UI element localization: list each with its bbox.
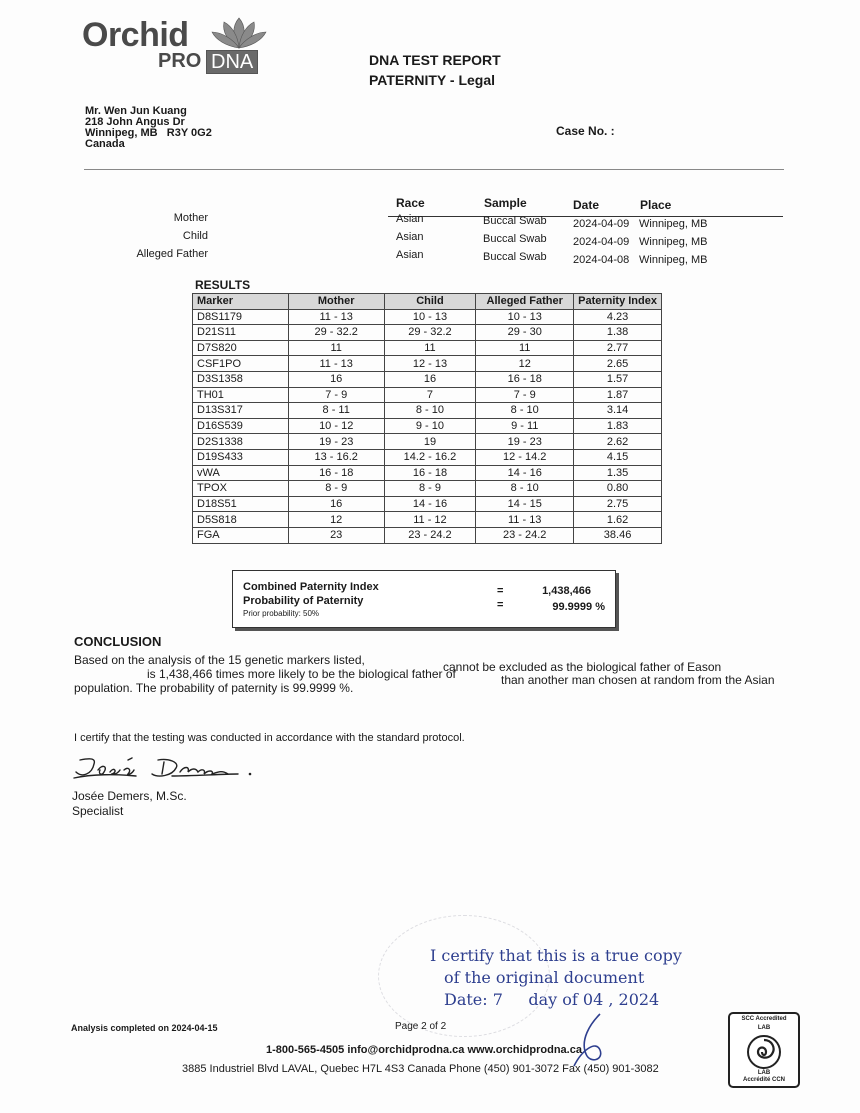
true-copy-stamp [430, 945, 682, 1011]
cell-marker: D7S820 [193, 340, 289, 356]
cell-mother: 23 [288, 527, 384, 543]
father-sample: Buccal Swab [483, 251, 547, 263]
footer-contact: 1-800-565-4505 info@orchidprodna.ca www.orchidprodna.ca [266, 1044, 582, 1056]
person-child: Child [182, 230, 208, 242]
header-divider [84, 169, 784, 170]
certification-statement: I certify that the testing was conducted in accordance with the standard protocol. [74, 732, 465, 744]
cell-paternity-index: 1.83 [574, 418, 662, 434]
cell-mother: 11 - 13 [288, 309, 384, 325]
person-mother: Mother [173, 212, 208, 224]
cell-alleged-father: 14 - 16 [476, 465, 574, 481]
cell-alleged-father: 7 - 9 [476, 387, 574, 403]
conclusion-title: CONCLUSION [74, 634, 162, 649]
table-row [193, 371, 662, 387]
handwritten-initials [560, 1010, 620, 1070]
table-row [193, 356, 662, 372]
report-title-main: DNA TEST REPORT [369, 52, 501, 68]
header-alleged-father: Alleged Father [476, 294, 574, 310]
cpi-equals: = [497, 585, 504, 597]
cell-child: 16 [384, 371, 476, 387]
cell-child: 11 [384, 340, 476, 356]
father-date: 2024-04-08 [573, 254, 630, 266]
cell-child: 16 - 18 [384, 465, 476, 481]
cell-mother: 10 - 12 [288, 418, 384, 434]
cell-paternity-index: 1.87 [574, 387, 662, 403]
cell-mother: 11 - 13 [288, 356, 384, 372]
father-place: Winnipeg, MB [639, 254, 708, 266]
cell-mother: 16 [288, 496, 384, 512]
cell-marker: vWA [193, 465, 289, 481]
cell-paternity-index: 4.23 [574, 309, 662, 325]
cell-marker: CSF1PO [193, 356, 289, 372]
table-row [193, 387, 662, 403]
page-number: Page 2 of 2 [395, 1021, 447, 1032]
case-number-label: Case No. : [556, 124, 615, 138]
logo-orchid-text: Orchid [82, 16, 189, 54]
child-date: 2024-04-09 [573, 236, 630, 248]
cell-paternity-index: 4.15 [574, 449, 662, 465]
child-race: Asian [396, 231, 424, 243]
col-sample-header: Sample [484, 196, 527, 210]
cell-mother: 8 - 11 [288, 403, 384, 419]
cell-alleged-father: 8 - 10 [476, 403, 574, 419]
table-row [193, 527, 662, 543]
analysis-completed-date: Analysis completed on 2024-04-15 [71, 1023, 218, 1033]
table-row [193, 512, 662, 528]
header-mother: Mother [288, 294, 384, 310]
cell-alleged-father: 11 - 13 [476, 512, 574, 528]
cell-marker: D19S433 [193, 449, 289, 465]
cell-paternity-index: 1.35 [574, 465, 662, 481]
cell-child: 12 - 13 [384, 356, 476, 372]
report-title [369, 50, 501, 90]
conclusion-line3: population. The probability of paternity is 99.9999 %. [74, 681, 354, 695]
cell-marker: D16S539 [193, 418, 289, 434]
cell-alleged-father: 11 [476, 340, 574, 356]
cell-alleged-father: 29 - 30 [476, 325, 574, 341]
results-table [192, 293, 662, 544]
cell-mother: 8 - 9 [288, 481, 384, 497]
stamp-line3: Date: 7 day of 04 , 2024 [444, 990, 660, 1009]
scc-accredited-badge [728, 1012, 800, 1088]
recipient-city: Winnipeg, MB R3Y 0G2 [85, 127, 212, 139]
cell-child: 8 - 10 [384, 403, 476, 419]
footer-address: 3885 Industriel Blvd LAVAL, Quebec H7L 4S3 Canada Phone (450) 901-3072 Fax (450) 901-3082 [182, 1063, 659, 1075]
cell-alleged-father: 23 - 24.2 [476, 527, 574, 543]
cell-paternity-index: 1.57 [574, 371, 662, 387]
signer-title: Specialist [72, 804, 124, 818]
probability-value: 99.9999 % [552, 601, 605, 613]
cell-paternity-index: 38.46 [574, 527, 662, 543]
results-body [193, 309, 662, 543]
stamp-line1: I certify that this is a true copy [430, 946, 682, 965]
scc-badge-bot2: Accrédité CCN [742, 1077, 785, 1083]
combined-index-box [232, 570, 616, 628]
mother-sample: Buccal Swab [483, 215, 547, 227]
table-row [193, 325, 662, 341]
conclusion-line1b: cannot be excluded as the biological father of Eason [443, 660, 722, 674]
cell-mother: 19 - 23 [288, 434, 384, 450]
probability-label: Probability of Paternity [243, 595, 364, 607]
cell-child: 29 - 32.2 [384, 325, 476, 341]
cell-paternity-index: 0.80 [574, 481, 662, 497]
report-title-sub: PATERNITY - Legal [369, 72, 496, 88]
conclusion-line1a: Based on the analysis of the 15 genetic markers listed, [74, 653, 365, 667]
results-title: RESULTS [195, 278, 251, 292]
table-row [193, 309, 662, 325]
cell-alleged-father: 8 - 10 [476, 481, 574, 497]
signature-image [72, 752, 262, 786]
recipient-address [85, 106, 212, 150]
cell-mother: 12 [288, 512, 384, 528]
lotus-flower-icon [208, 16, 270, 50]
cell-alleged-father: 9 - 11 [476, 418, 574, 434]
cell-mother: 29 - 32.2 [288, 325, 384, 341]
cell-child: 9 - 10 [384, 418, 476, 434]
cell-alleged-father: 19 - 23 [476, 434, 574, 450]
mother-date: 2024-04-09 [573, 218, 630, 230]
cell-paternity-index: 2.77 [574, 340, 662, 356]
logo-dna-text: DNA [206, 50, 258, 74]
recipient-name: Mr. Wen Jun Kuang [85, 105, 187, 117]
cell-child: 19 [384, 434, 476, 450]
cell-marker: TH01 [193, 387, 289, 403]
cell-paternity-index: 3.14 [574, 403, 662, 419]
child-sample: Buccal Swab [483, 233, 547, 245]
mother-race: Asian [396, 213, 424, 225]
header-child: Child [384, 294, 476, 310]
cell-alleged-father: 16 - 18 [476, 371, 574, 387]
cell-paternity-index: 1.38 [574, 325, 662, 341]
person-labels [120, 209, 208, 263]
mother-place: Winnipeg, MB [639, 218, 708, 230]
prior-probability: Prior probability: 50% [243, 609, 320, 618]
person-alleged-father: Alleged Father [136, 248, 208, 260]
cell-alleged-father: 10 - 13 [476, 309, 574, 325]
col-date-header: Date [573, 198, 600, 212]
table-row [193, 403, 662, 419]
probability-equals: = [497, 599, 504, 611]
cell-child: 11 - 12 [384, 512, 476, 528]
scc-badge-bot1: LAB [757, 1070, 771, 1076]
table-row [193, 465, 662, 481]
cpi-label: Combined Paternity Index [243, 581, 379, 593]
recipient-street: 218 John Angus Dr [85, 116, 185, 128]
col-race-header: Race [396, 196, 425, 210]
cell-child: 8 - 9 [384, 481, 476, 497]
cell-marker: FGA [193, 527, 289, 543]
table-row [193, 418, 662, 434]
cell-paternity-index: 2.75 [574, 496, 662, 512]
scc-swirl-icon [746, 1034, 782, 1070]
cpi-value: 1,438,466 [542, 585, 591, 597]
cell-paternity-index: 2.65 [574, 356, 662, 372]
cell-child: 10 - 13 [384, 309, 476, 325]
conclusion-line2a: is 1,438,466 times more likely to be the biological father of [147, 667, 456, 681]
conclusion-line2b: than another man chosen at random from the Asian [501, 673, 775, 687]
cell-marker: D13S317 [193, 403, 289, 419]
cell-alleged-father: 12 - 14.2 [476, 449, 574, 465]
signer-name: Josée Demers, M.Sc. [72, 789, 187, 803]
cell-child: 23 - 24.2 [384, 527, 476, 543]
cell-marker: TPOX [193, 481, 289, 497]
cell-paternity-index: 1.62 [574, 512, 662, 528]
cell-alleged-father: 14 - 15 [476, 496, 574, 512]
cell-marker: D18S51 [193, 496, 289, 512]
cell-mother: 16 [288, 371, 384, 387]
cell-paternity-index: 2.62 [574, 434, 662, 450]
cell-mother: 11 [288, 340, 384, 356]
logo-pro-text: PRO [158, 50, 202, 72]
orchid-pro-dna-logo [82, 16, 272, 76]
scc-badge-top2: LAB [757, 1025, 771, 1031]
table-row [193, 496, 662, 512]
cell-alleged-father: 12 [476, 356, 574, 372]
recipient-country: Canada [85, 138, 125, 150]
header-marker: Marker [193, 294, 289, 310]
child-place: Winnipeg, MB [639, 236, 708, 248]
header-paternity-index: Paternity Index [574, 294, 662, 310]
cell-child: 14.2 - 16.2 [384, 449, 476, 465]
sample-info-divider [388, 216, 783, 217]
cell-marker: D3S1358 [193, 371, 289, 387]
table-row [193, 481, 662, 497]
father-race: Asian [396, 249, 424, 261]
cell-mother: 7 - 9 [288, 387, 384, 403]
cell-mother: 13 - 16.2 [288, 449, 384, 465]
table-row [193, 340, 662, 356]
cell-marker: D21S11 [193, 325, 289, 341]
stamp-line2: of the original document [444, 968, 645, 987]
table-row [193, 434, 662, 450]
col-place-header: Place [640, 198, 672, 212]
cell-marker: D8S1179 [193, 309, 289, 325]
cell-marker: D5S818 [193, 512, 289, 528]
cell-marker: D2S1338 [193, 434, 289, 450]
scc-badge-top1: SCC Accredited [741, 1016, 787, 1022]
cell-mother: 16 - 18 [288, 465, 384, 481]
cell-child: 14 - 16 [384, 496, 476, 512]
cell-child: 7 [384, 387, 476, 403]
table-row [193, 449, 662, 465]
signer-block [72, 789, 187, 819]
results-header-row [193, 294, 662, 310]
